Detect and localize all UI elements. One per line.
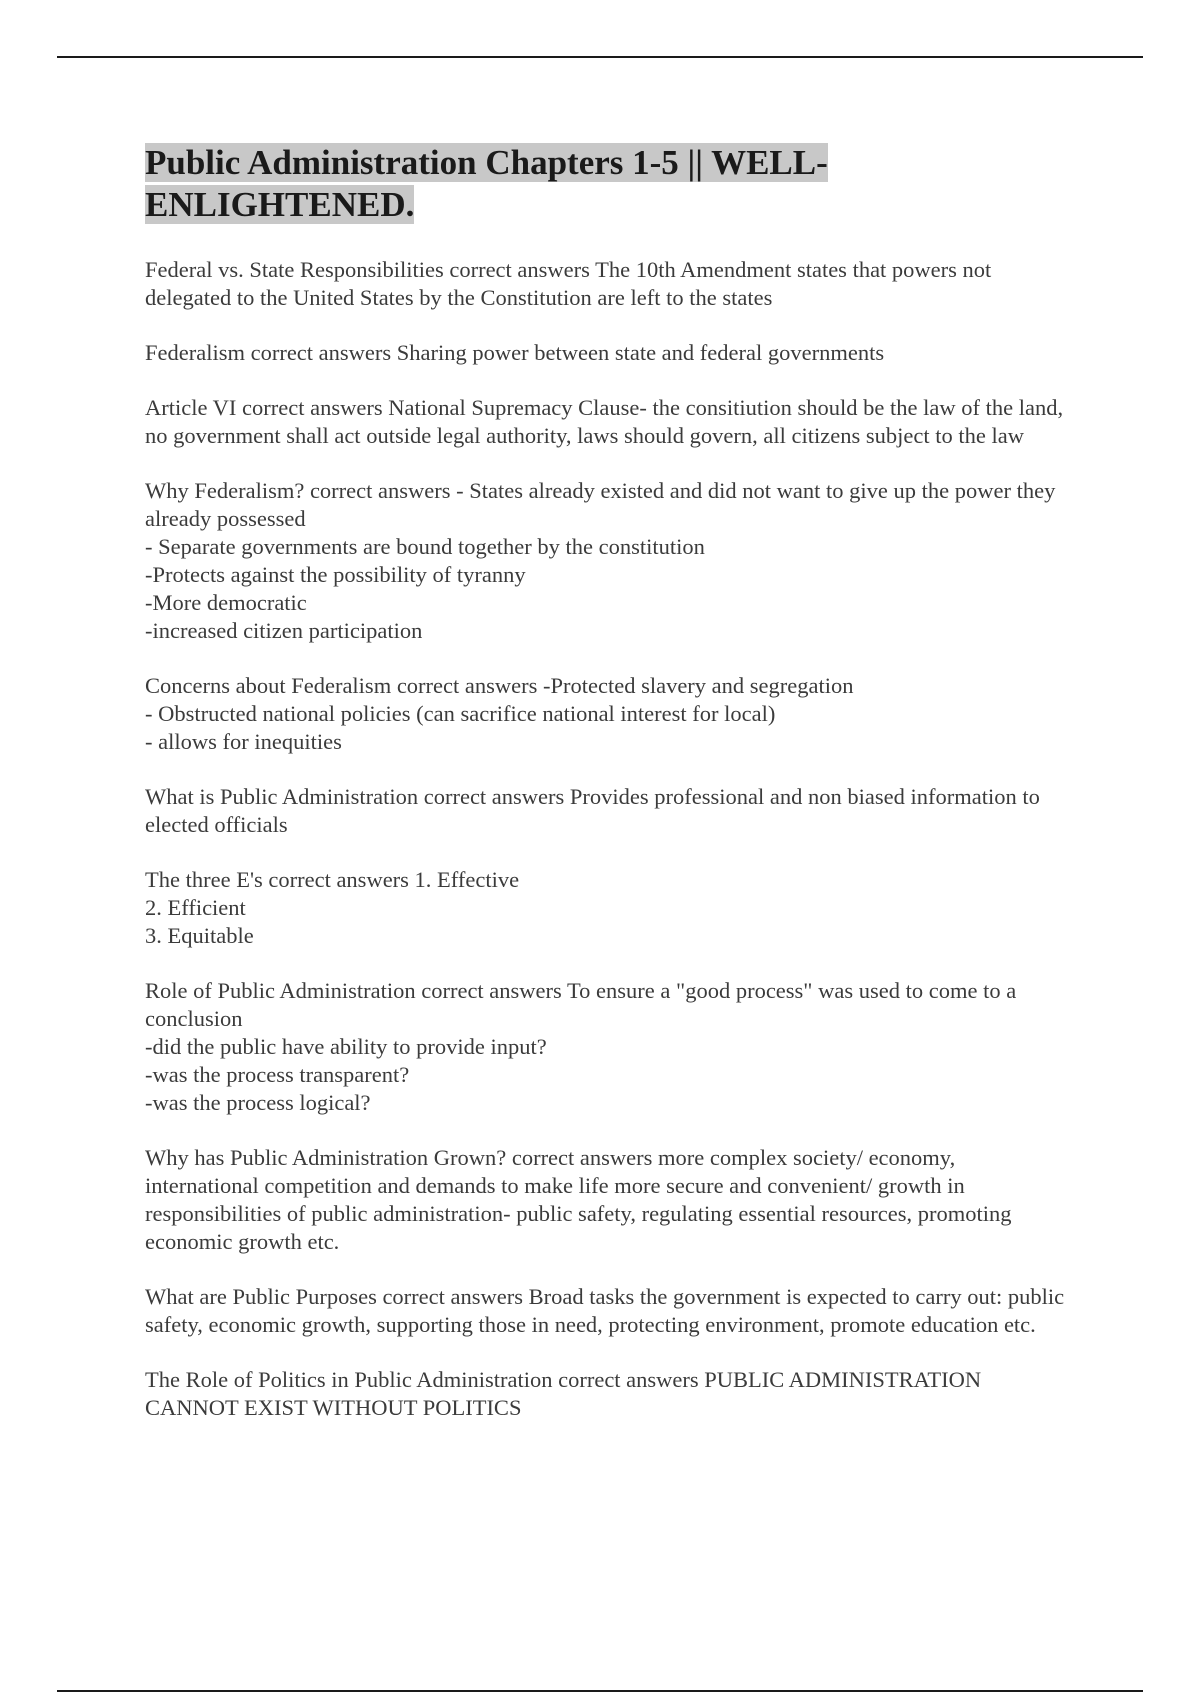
- qa-entry-line: 3. Equitable: [145, 923, 254, 948]
- qa-entry-text: What are Public Purposes correct answers Broad tasks the government is expected to carry out: public safety, economic growth, supporting those in need, protecting environment, promote education etc.: [145, 1284, 1065, 1337]
- qa-entry-text: Role of Public Administration correct answers To ensure a "good process" was used to come to a conclusion: [145, 978, 1017, 1031]
- document-title: [145, 142, 1070, 226]
- qa-entry-text: The three E's correct answers 1. Effective: [145, 867, 520, 892]
- qa-entry-text: The Role of Politics in Public Administration correct answers PUBLIC ADMINISTRATION CANNOT EXIST WITHOUT POLITICS: [145, 1367, 982, 1420]
- qa-entry-line: -did the public have ability to provide input?: [145, 1034, 547, 1059]
- qa-entry-text: Federal vs. State Responsibilities correct answers The 10th Amendment states that powers not delegated to the United States by the Constitution are left to the states: [145, 257, 992, 310]
- qa-entry-line: 2. Efficient: [145, 895, 246, 920]
- top-rule: [57, 56, 1143, 58]
- qa-entry-line: - Separate governments are bound together by the constitution: [145, 534, 705, 559]
- qa-entry-line: - Obstructed national policies (can sacrifice national interest for local): [145, 701, 776, 726]
- qa-entry: [145, 477, 1070, 645]
- qa-entry: [145, 1144, 1070, 1256]
- document-title-text: Public Administration Chapters 1-5 || WELL-ENLIGHTENED.: [145, 143, 828, 224]
- qa-entry: [145, 783, 1070, 839]
- qa-entry-text: Why Federalism? correct answers - States already existed and did not want to give up the power they already possessed: [145, 478, 1056, 531]
- qa-entry-line: -Protects against the possibility of tyranny: [145, 562, 526, 587]
- qa-entry-line: - allows for inequities: [145, 729, 342, 754]
- qa-entry-text: Why has Public Administration Grown? correct answers more complex society/ economy, international competition and demands to make life more secure and convenient/ growth in responsibilities of public administration- public safety, regulating essential resources, promoting economic growth etc.: [145, 1145, 1012, 1254]
- qa-entry: [145, 1366, 1070, 1422]
- qa-entry-line: -was the process transparent?: [145, 1062, 410, 1087]
- qa-entry-text: Federalism correct answers Sharing power between state and federal governments: [145, 340, 885, 365]
- qa-entry: [145, 256, 1070, 312]
- qa-entry-line: -increased citizen participation: [145, 618, 423, 643]
- document-body: [145, 142, 1070, 1449]
- qa-entry: [145, 339, 1070, 367]
- qa-entry-text: What is Public Administration correct answers Provides professional and non biased information to elected officials: [145, 784, 1040, 837]
- qa-entry: [145, 866, 1070, 950]
- qa-entry-line: -was the process logical?: [145, 1090, 371, 1115]
- qa-entry: [145, 1283, 1070, 1339]
- qa-list: [145, 256, 1070, 1422]
- qa-entry: [145, 672, 1070, 756]
- qa-entry-line: -More democratic: [145, 590, 307, 615]
- bottom-rule: [57, 1690, 1143, 1692]
- qa-entry: [145, 394, 1070, 450]
- qa-entry-text: Concerns about Federalism correct answers -Protected slavery and segregation: [145, 673, 854, 698]
- qa-entry: [145, 977, 1070, 1117]
- qa-entry-text: Article VI correct answers National Supremacy Clause- the consitiution should be the law of the land, no government shall act outside legal authority, laws should govern, all citizens subject to the law: [145, 395, 1064, 448]
